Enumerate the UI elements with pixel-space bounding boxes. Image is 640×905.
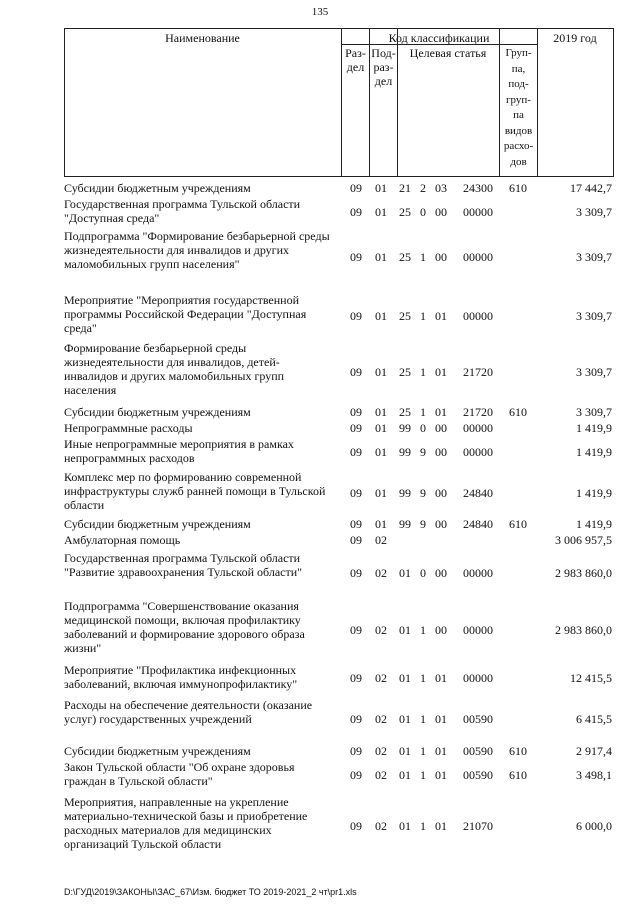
row-code-t4: 00000 xyxy=(463,566,493,580)
row-name: Амбулаторная помощь xyxy=(64,533,181,547)
row-code-r: 09 xyxy=(350,309,362,323)
row-code-r: 09 xyxy=(350,744,362,758)
row-code-t3: 01 xyxy=(435,365,447,379)
row-code-pr: 02 xyxy=(375,819,387,833)
row-code-r: 09 xyxy=(350,421,362,435)
row-name: Субсидии бюджетным учреждениям xyxy=(64,744,251,758)
row-code-g: 610 xyxy=(509,517,527,531)
row-code-t2: 9 xyxy=(420,486,426,500)
row-amount: 3 309,7 xyxy=(576,365,612,379)
row-code-t3: 00 xyxy=(435,250,447,264)
row-code-t3: 01 xyxy=(435,309,447,323)
row-code-t4: 00000 xyxy=(463,309,493,323)
row-code-t1: 01 xyxy=(399,819,411,833)
row-amount: 6 415,5 xyxy=(576,712,612,726)
row-code-r: 09 xyxy=(350,250,362,264)
row-amount: 2 983 860,0 xyxy=(555,623,612,637)
header-year: 2019 год xyxy=(553,31,597,45)
row-code-pr: 01 xyxy=(375,250,387,264)
row-code-t2: 9 xyxy=(420,517,426,531)
row-code-t1: 99 xyxy=(399,486,411,500)
row-code-t2: 9 xyxy=(420,445,426,459)
row-name: Субсидии бюджетным учреждениям xyxy=(64,181,251,195)
row-code-t1: 25 xyxy=(399,250,411,264)
row-code-t4: 00000 xyxy=(463,445,493,459)
row-code-t1: 99 xyxy=(399,421,411,435)
row-code-t1: 01 xyxy=(399,712,411,726)
row-code-pr: 01 xyxy=(375,205,387,219)
row-code-t2: 2 xyxy=(420,181,426,195)
row-code-t3: 00 xyxy=(435,421,447,435)
row-code-t1: 25 xyxy=(399,309,411,323)
row-amount: 3 498,1 xyxy=(576,768,612,782)
row-code-t2: 1 xyxy=(420,365,426,379)
row-code-pr: 01 xyxy=(375,445,387,459)
row-amount: 1 419,9 xyxy=(576,486,612,500)
header-target: Целевая статья xyxy=(409,46,487,60)
row-code-r: 09 xyxy=(350,566,362,580)
row-code-t4: 24840 xyxy=(463,517,493,531)
row-name: Закон Тульской области "Об охране здоровья граждан в Тульской области" xyxy=(64,760,295,788)
row-code-t3: 01 xyxy=(435,671,447,685)
row-code-t4: 21720 xyxy=(463,405,493,419)
row-name: Подпрограмма "Формирование безбарьерной среды жизнедеятельности для инвалидов и других маломобильных групп населения" xyxy=(64,229,330,271)
row-name: Иные непрограммные мероприятия в рамках непрограммных расходов xyxy=(64,437,294,465)
row-code-g: 610 xyxy=(509,768,527,782)
header-classification: Код классификации xyxy=(388,31,490,45)
row-code-pr: 01 xyxy=(375,181,387,195)
row-name: Государственная программа Тульской области "Развитие здравоохранения Тульской области" xyxy=(64,551,303,579)
row-code-t4: 24300 xyxy=(463,181,493,195)
row-code-t4: 00000 xyxy=(463,250,493,264)
row-code-t2: 1 xyxy=(420,250,426,264)
row-code-r: 09 xyxy=(350,365,362,379)
row-code-pr: 02 xyxy=(375,623,387,637)
row-amount: 12 415,5 xyxy=(570,671,612,685)
row-code-t4: 00000 xyxy=(463,421,493,435)
row-code-t2: 1 xyxy=(420,309,426,323)
row-name: Комплекс мер по формированию современной инфраструктуры служб ранней помощи в Тульской области xyxy=(64,470,326,512)
row-amount: 3 006 957,5 xyxy=(555,533,612,547)
row-code-t1: 01 xyxy=(399,623,411,637)
row-code-t3: 01 xyxy=(435,744,447,758)
row-code-r: 09 xyxy=(350,623,362,637)
row-code-t3: 00 xyxy=(435,445,447,459)
header-group: Груп- па, под- груп- па видов расхо- дов xyxy=(503,47,534,168)
row-code-t2: 1 xyxy=(420,671,426,685)
row-name: Формирование безбарьерной среды жизнедеятельности для инвалидов, детей-инвалидов и других маломобильных групп населения xyxy=(64,341,285,397)
row-code-t2: 0 xyxy=(420,421,426,435)
row-code-pr: 01 xyxy=(375,421,387,435)
row-code-t1: 01 xyxy=(399,566,411,580)
row-amount: 3 309,7 xyxy=(576,309,612,323)
row-code-t1: 25 xyxy=(399,365,411,379)
row-code-pr: 02 xyxy=(375,566,387,580)
row-amount: 3 309,7 xyxy=(576,205,612,219)
row-code-t4: 21070 xyxy=(463,819,493,833)
row-name: Мероприятие "Мероприятия государственной программы Российской Федерации "Доступная среда" xyxy=(64,293,307,335)
row-code-t3: 03 xyxy=(435,181,447,195)
row-code-t1: 01 xyxy=(399,768,411,782)
row-code-pr: 01 xyxy=(375,405,387,419)
row-code-t2: 1 xyxy=(420,623,426,637)
row-code-t2: 0 xyxy=(420,566,426,580)
row-code-pr: 02 xyxy=(375,744,387,758)
row-name: Подпрограмма "Совершенствование оказания медицинской помощи, включая профилактику заболеваний и формирование здорового образа жизни" xyxy=(64,599,305,655)
header-razdel: Раз- дел xyxy=(345,46,366,74)
row-code-t3: 00 xyxy=(435,205,447,219)
row-code-t3: 00 xyxy=(435,517,447,531)
row-amount: 6 000,0 xyxy=(576,819,612,833)
row-code-pr: 02 xyxy=(375,671,387,685)
row-code-t4: 00590 xyxy=(463,768,493,782)
row-name: Расходы на обеспечение деятельности (оказание услуг) государственных учреждений xyxy=(64,698,313,726)
row-amount: 1 419,9 xyxy=(576,517,612,531)
row-code-t2: 1 xyxy=(420,819,426,833)
page-number: 135 xyxy=(311,6,329,18)
row-code-t4: 00000 xyxy=(463,205,493,219)
row-name: Непрограммные расходы xyxy=(64,421,193,435)
header-name: Наименование xyxy=(165,31,240,45)
row-code-pr: 01 xyxy=(375,309,387,323)
row-amount: 3 309,7 xyxy=(576,405,612,419)
row-code-t2: 1 xyxy=(420,405,426,419)
row-code-r: 09 xyxy=(350,517,362,531)
row-code-pr: 01 xyxy=(375,486,387,500)
row-code-t4: 00000 xyxy=(463,671,493,685)
row-name: Мероприятия, направленные на укрепление материально-технической базы и приобретение расходных материалов для медицинских организаций Тульской области xyxy=(64,795,308,851)
row-code-t4: 00000 xyxy=(463,623,493,637)
row-code-r: 09 xyxy=(350,205,362,219)
row-code-r: 09 xyxy=(350,768,362,782)
row-code-t3: 01 xyxy=(435,819,447,833)
row-code-r: 09 xyxy=(350,671,362,685)
row-code-g: 610 xyxy=(509,744,527,758)
row-name: Государственная программа Тульской области "Доступная среда" xyxy=(64,197,301,225)
row-code-pr: 02 xyxy=(375,768,387,782)
row-name: Мероприятие "Профилактика инфекционных заболеваний, включая иммунопрофилактику" xyxy=(64,663,298,691)
row-code-t1: 25 xyxy=(399,405,411,419)
row-code-r: 09 xyxy=(350,445,362,459)
row-name: Субсидии бюджетным учреждениям xyxy=(64,405,251,419)
row-code-t2: 1 xyxy=(420,768,426,782)
row-code-t3: 01 xyxy=(435,712,447,726)
row-code-g: 610 xyxy=(509,181,527,195)
row-code-t1: 21 xyxy=(399,181,411,195)
row-code-r: 09 xyxy=(350,712,362,726)
row-code-r: 09 xyxy=(350,181,362,195)
row-code-t1: 01 xyxy=(399,671,411,685)
row-code-r: 09 xyxy=(350,819,362,833)
row-amount: 17 442,7 xyxy=(570,181,612,195)
file-path: D:\ГУД\2019\ЗАКОНЫ\ЗАС_67\Изм. бюджет ТО 2019-2021_2 чт\pr1.xls xyxy=(64,887,357,897)
row-code-t4: 21720 xyxy=(463,365,493,379)
row-code-t4: 24840 xyxy=(463,486,493,500)
row-code-pr: 02 xyxy=(375,533,387,547)
row-code-t3: 00 xyxy=(435,623,447,637)
row-code-r: 09 xyxy=(350,486,362,500)
row-code-t1: 25 xyxy=(399,205,411,219)
row-code-r: 09 xyxy=(350,405,362,419)
header-podrazdel: Под- раз- дел xyxy=(371,46,396,88)
row-code-t3: 00 xyxy=(435,486,447,500)
row-amount: 1 419,9 xyxy=(576,421,612,435)
row-code-t3: 01 xyxy=(435,768,447,782)
row-amount: 3 309,7 xyxy=(576,250,612,264)
row-code-r: 09 xyxy=(350,533,362,547)
row-code-t4: 00590 xyxy=(463,712,493,726)
row-code-t1: 99 xyxy=(399,445,411,459)
row-amount: 2 983 860,0 xyxy=(555,566,612,580)
row-code-g: 610 xyxy=(509,405,527,419)
row-code-t3: 01 xyxy=(435,405,447,419)
row-amount: 1 419,9 xyxy=(576,445,612,459)
row-code-t2: 1 xyxy=(420,744,426,758)
row-code-pr: 01 xyxy=(375,517,387,531)
row-code-t1: 99 xyxy=(399,517,411,531)
row-code-t2: 0 xyxy=(420,205,426,219)
row-code-t4: 00590 xyxy=(463,744,493,758)
row-name: Субсидии бюджетным учреждениям xyxy=(64,517,251,531)
row-code-t2: 1 xyxy=(420,712,426,726)
row-code-pr: 02 xyxy=(375,712,387,726)
row-code-t1: 01 xyxy=(399,744,411,758)
row-amount: 2 917,4 xyxy=(576,744,612,758)
row-code-t3: 00 xyxy=(435,566,447,580)
row-code-pr: 01 xyxy=(375,365,387,379)
